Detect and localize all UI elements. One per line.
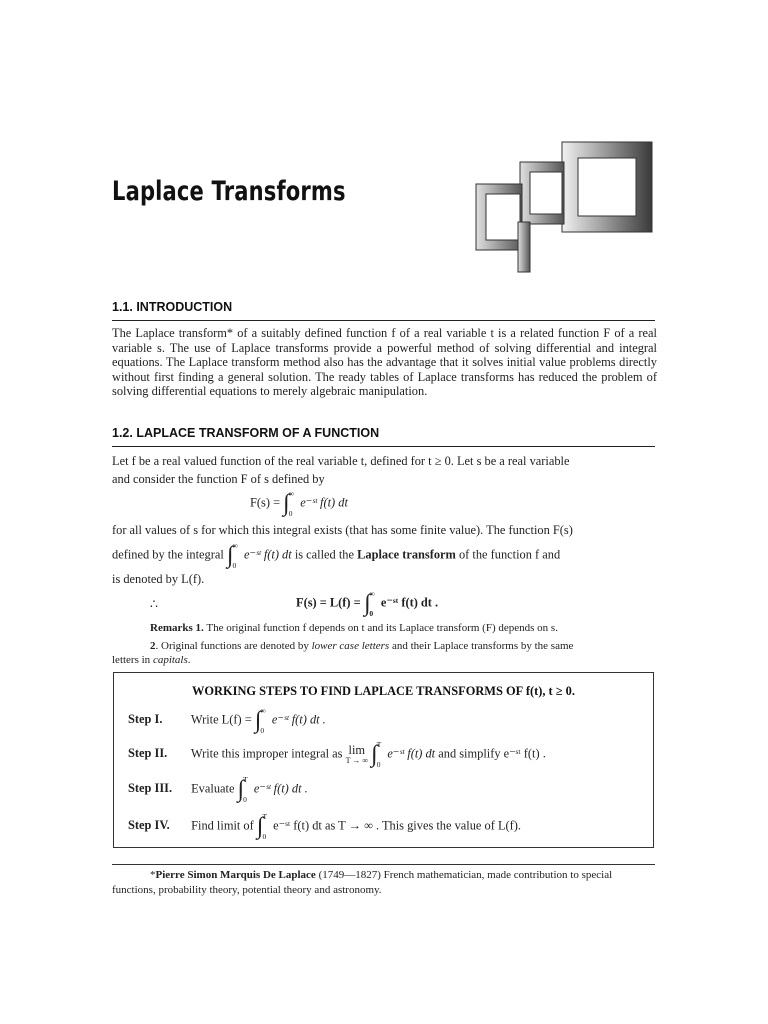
for-all-values-line: for all values of s for which this integral exists (that has some finite value). The function F(s) [112, 523, 573, 537]
integral-sign: ∫ [283, 490, 290, 517]
footnote-name: Pierre Simon Marquis De Laplace [155, 869, 316, 881]
section-heading-laplace-transform: 1.2. LAPLACE TRANSFORM OF A FUNCTION [112, 426, 655, 447]
integral-sign: ∫ [226, 542, 234, 569]
section-heading-introduction: 1.1. INTRODUCTION [112, 300, 655, 321]
integral-sign: ∫ [237, 776, 245, 803]
integral-limits: ∞ 0 [232, 541, 238, 570]
step-1: Step I. Write L(f) = ∫ ∞ 0 e⁻ˢᵗ f(t) dt . [128, 706, 326, 735]
step-4: Step IV. Find limit of ∫ T 0 e⁻ˢᵗ f(t) dt as T → ∞ . This gives the value of L(f). [128, 812, 521, 841]
step-3: Step III. Evaluate ∫ T 0 e⁻ˢᵗ f(t) dt . [128, 775, 308, 804]
footnote: *Pierre Simon Marquis De Laplace (1749—1827) French mathematician, made contribution to special functions, probability theory, potential theory and astronomy. [112, 869, 613, 896]
equation-laplace-definition: F(s) = L(f) = ∫ ∞ 0 e⁻ˢᵗ f(t) dt . [296, 589, 439, 618]
integral-sign: ∫ [256, 813, 264, 840]
integral-limits: ∞ 0 [369, 589, 375, 618]
step-2: Step II. Write this improper integral as lim T → ∞ ∫ T 0 e⁻ˢᵗ f(t) dt and simplify e⁻ˢᵗ f(t) . [128, 740, 546, 769]
footnote-rule [112, 864, 655, 865]
remark-1: Remarks 1. The original function f depends on t and its Laplace transform (F) depends on s. [150, 622, 558, 634]
defined-by-integral-line: defined by the integral ∫ ∞ 0 e⁻ˢᵗ f(t) dt is called the Laplace transform of the function f and [112, 541, 561, 570]
limit-expression: lim T → ∞ [345, 743, 369, 765]
equation-definition [250, 490, 348, 517]
remark-2: 2. Original functions are denoted by lower case letters and their Laplace transforms by the same [150, 640, 574, 652]
equation-lhs: F(s) = [250, 495, 281, 510]
integral-limits: ∞ 0 [288, 489, 295, 518]
therefore-symbol: ∴ [150, 597, 158, 611]
integral-sign: ∫ [254, 707, 262, 734]
definition-line-1: Let f be a real valued function of the real variable t, defined for t ≥ 0. Let s be a real variable [112, 454, 570, 468]
remark-2-continued: letters in capitals. [112, 654, 191, 666]
laplace-transform-term: Laplace transform [357, 547, 456, 562]
chapter-title: Laplace Transforms [112, 176, 346, 207]
denoted-by-line: is denoted by L(f). [112, 572, 205, 586]
integral-sign: ∫ [363, 590, 371, 617]
working-steps-title: WORKING STEPS TO FIND LAPLACE TRANSFORMS OF f(t), t ≥ 0. [192, 684, 575, 698]
introduction-paragraph: The Laplace transform* of a suitably defined function f of a real variable t is a related function F of a real variable s. The use of Laplace transforms provide a powerful method of solving differential and integral equations. The Laplace transform method also has the advantage that it solves initial value problems directly without first finding a general solution. The ready tables of Laplace transforms has reduced the problem of solving differential equations to merely algebraic manipulation. [112, 326, 657, 399]
integral-sign: ∫ [371, 741, 378, 768]
definition-line-2: and consider the function F of s defined by [112, 472, 325, 486]
equation-integrand: e⁻ˢᵗ f(t) dt [300, 495, 348, 510]
chapter-logo-graphic [474, 140, 656, 274]
